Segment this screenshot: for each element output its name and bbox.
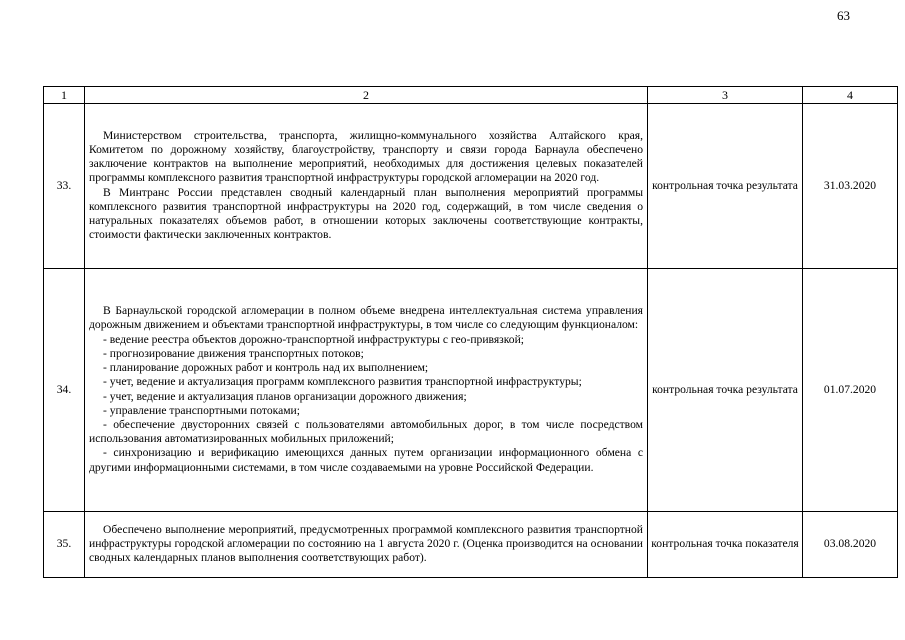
description-list-item: - обеспечение двусторонних связей с пользователями автомобильных дорог, в том числе посредством использования автоматизированных мобильных приложений;	[89, 417, 643, 446]
row-date: 01.07.2020	[803, 269, 898, 512]
page-number: 63	[837, 8, 850, 23]
row-number: 33.	[44, 104, 85, 269]
measures-table	[43, 86, 898, 578]
row-date: 31.03.2020	[803, 104, 898, 269]
column-header: 1	[44, 87, 85, 104]
row-number: 35.	[44, 512, 85, 578]
description-paragraph: Министерством строительства, транспорта, жилищно-коммунального хозяйства Алтайского края, Комитетом по дорожному хозяйству, благоустройству, транспорту и связи города Барнаула обеспечено заключение контрактов на выполнение мероприятий, необходимых для достижения целевых показателей программы комплексного развития транспортной инфраструктуры городской агломерации на 2020 год.	[89, 128, 643, 185]
description-list-item: - учет, ведение и актуализация планов организации дорожного движения;	[103, 389, 467, 403]
row-control-type: контрольная точка результата	[648, 104, 803, 269]
description-paragraph: В Барнаульской городской агломерации в полном объеме внедрена интеллектуальная система управления дорожным движением и объектами транспортной инфраструктуры, в том числе со следующим функционалом:	[89, 304, 643, 332]
description-list-item: - планирование дорожных работ и контроль над их выполнением;	[103, 361, 429, 375]
description-list-item: - синхронизацию и верификацию имеющихся данных путем организации информационного обмена с другими информационными системами, в том числе создаваемыми на уровне Российской Федерации.	[89, 446, 643, 474]
description-list-item: - учет, ведение и актуализация программ комплексного развития транспортной инфраструктуры;	[103, 375, 582, 389]
description-list-item: - управление транспортными потоками;	[103, 403, 300, 417]
description-list-item: - прогнозирование движения транспортных потоков;	[103, 346, 364, 360]
table-row	[44, 512, 898, 578]
description-paragraph: Обеспечено выполнение мероприятий, предусмотренных программой комплексного развития транспортной инфраструктуры городской агломерации по состоянию на 1 августа 2020 г. (Оценка производится на основании сводных календарных планов выполнения соответствующих работ).	[89, 522, 643, 565]
row-description	[85, 269, 648, 512]
row-description	[85, 512, 648, 578]
row-number: 34.	[44, 269, 85, 512]
table-row	[44, 104, 898, 269]
description-list-item: - ведение реестра объектов дорожно-транспортной инфраструктуры с гео-привязкой;	[103, 332, 525, 346]
column-header: 4	[803, 87, 898, 104]
row-description	[85, 104, 648, 269]
table-row	[44, 269, 898, 512]
row-control-type: контрольная точка показателя	[648, 512, 803, 578]
row-date: 03.08.2020	[803, 512, 898, 578]
table-header-row	[44, 87, 898, 104]
description-paragraph: В Минтранс России представлен сводный календарный план выполнения мероприятий программы комплексного развития транспортной инфраструктуры на 2020 год, содержащий, в том числе сведения о натуральных показателях объемов работ, в отношении которых заключены соответствующие контракты, стоимости фактически заключенных контрактов.	[89, 185, 643, 242]
row-control-type: контрольная точка результата	[648, 269, 803, 512]
column-header: 3	[648, 87, 803, 104]
column-header: 2	[85, 87, 648, 104]
